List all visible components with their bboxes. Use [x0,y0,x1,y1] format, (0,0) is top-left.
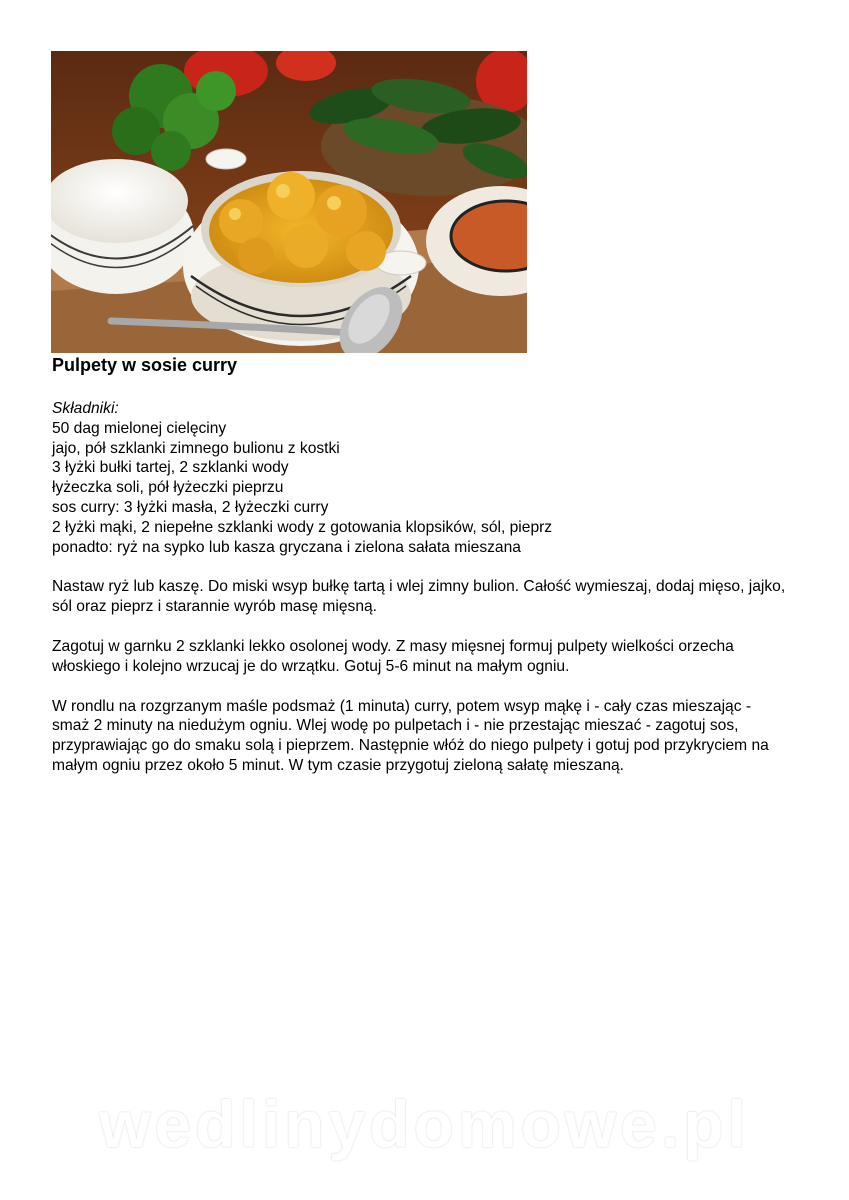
ingredients-list [52,419,792,558]
ingredient-item: 50 dag mielonej cielęciny [52,419,227,437]
instruction-step-2: Zagotuj w garnku 2 szklanki lekko osolonej wody. Z masy mięsnej formuj pulpety wielkości orzecha włoskiego i kolejno wrzucaj je do wrzątku. Gotuj 5-6 minut na małym ogniu. [52,637,734,675]
ingredients-heading: Składniki: [52,400,119,417]
ingredient-item: ponadto: ryż na sypko lub kasza gryczana i zielona sałata mieszana [52,538,521,556]
recipe-body [52,399,792,776]
ingredient-item: łyżeczka soli, pół łyżeczki pieprzu [52,479,284,497]
ingredient-item: 3 łyżki bułki tartej, 2 szklanki wody [52,459,289,477]
recipe-title: Pulpety w sosie curry [52,355,238,375]
ingredient-item: 2 łyżki mąki, 2 niepełne szklanki wody z gotowania klopsików, sól, pieprz [52,518,553,536]
ingredient-item: jajo, pół szklanki zimnego bulionu z kostki [52,439,340,457]
instruction-step-3: W rondlu na rozgrzanym maśle podsmaż (1 minuta) curry, potem wsyp mąkę i - cały czas mieszając - smaż 2 minuty na niedużym ogniu. Wlej wodę po pulpetach i - nie przestając mieszać - zagotuj sos, przyprawiając go do smaku solą i pieprzem. Następnie włóż do niego pulpety i gotuj pod przykryciem na małym ogniu przez około 5 minut. W tym czasie przygotuj zieloną sałatę mieszaną. [52,697,769,774]
ingredient-item: sos curry: 3 łyżki masła, 2 łyżeczki curry [52,498,329,516]
recipe-photo [51,51,527,353]
site-watermark: wedlinydomowe.pl [99,1087,750,1161]
instruction-step-1: Nastaw ryż lub kaszę. Do miski wsyp bułkę tartą i wlej zimny bulion. Całość wymieszaj, dodaj mięso, jajko, sól oraz pieprz i starannie wyrób masę mięsną. [52,578,786,616]
